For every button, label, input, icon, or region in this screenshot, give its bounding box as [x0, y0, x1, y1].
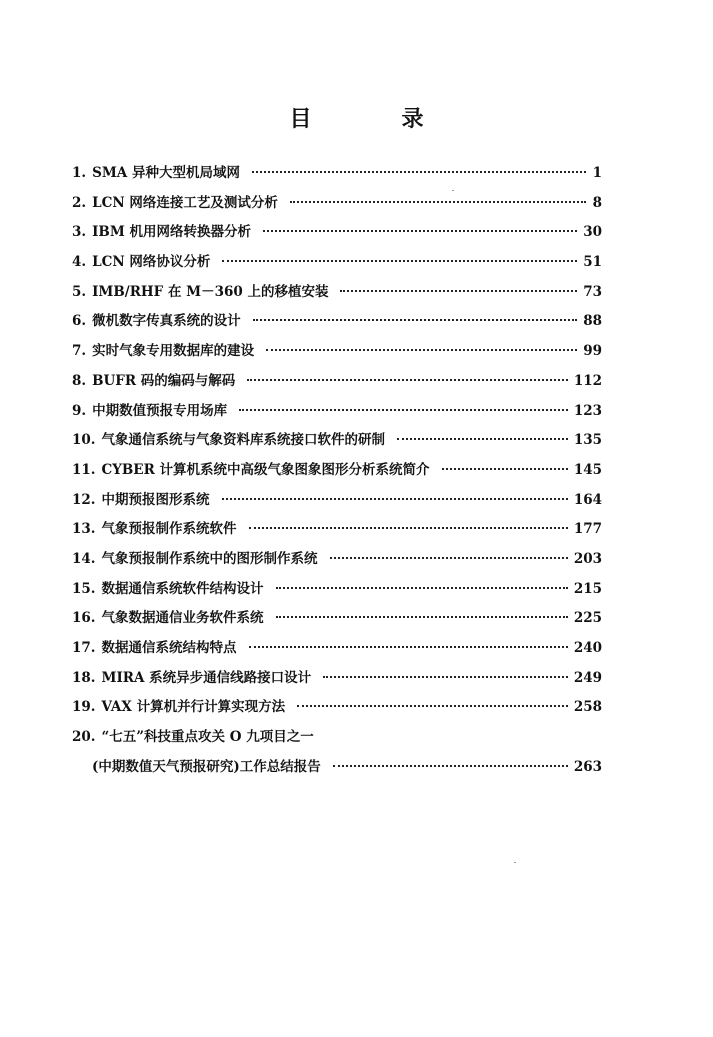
- toc-entry: [72, 636, 602, 666]
- toc-entry: [72, 458, 602, 488]
- entry-title: 气象数据通信业务软件系统: [101, 610, 264, 627]
- toc-entry: [72, 369, 602, 399]
- entry-page-number: 30: [583, 224, 602, 241]
- dot-leader: [222, 260, 577, 262]
- toc-entry: [72, 250, 602, 280]
- dot-leader: [333, 765, 568, 767]
- toc-entry: [72, 399, 602, 429]
- entry-number: 20.: [72, 729, 96, 746]
- entry-number: 11.: [72, 461, 96, 478]
- entry-title: 数据通信系统结构特点: [101, 640, 237, 656]
- scan-speck: [452, 190, 454, 191]
- entry-page-number: 88: [583, 313, 602, 330]
- entry-title: 数据通信系统软件结构设计: [101, 580, 264, 597]
- dot-leader: [247, 379, 568, 381]
- toc-entry: [72, 220, 602, 250]
- entry-title: LCN 网络协议分析: [92, 254, 211, 271]
- dot-leader: [276, 616, 568, 618]
- toc-entry: [72, 161, 602, 191]
- entry-number: 3.: [72, 224, 87, 241]
- dot-leader: [397, 438, 568, 440]
- entry-number: 18.: [72, 669, 96, 686]
- entry-title: CYBER 计算机系统中高级气象图象图形分析系统简介: [101, 461, 430, 478]
- entry-number: 2.: [72, 194, 87, 211]
- toc-entry: [72, 280, 602, 310]
- entry-number: 13.: [72, 521, 96, 538]
- entry-page-number: 51: [583, 254, 602, 271]
- entry-number: 19.: [72, 699, 96, 716]
- entry-title: VAX 计算机并行计算实现方法: [101, 699, 286, 716]
- toc-entry: [72, 695, 602, 725]
- dot-leader: [290, 201, 586, 203]
- toc-entry: [72, 428, 602, 458]
- entry-number: 16.: [72, 610, 96, 627]
- entry-page-number: 215: [573, 580, 602, 597]
- toc-entry: [72, 577, 602, 607]
- entry-title: 气象预报制作系统软件: [101, 521, 237, 538]
- entry-page-number: 249: [573, 669, 602, 686]
- entry-page-number: 112: [573, 372, 602, 389]
- dot-leader: [442, 468, 568, 470]
- dot-leader: [330, 557, 568, 559]
- entry-number: 5.: [72, 283, 87, 300]
- entry-title: LCN 网络连接工艺及测试分析: [92, 194, 278, 211]
- toc-entry: [72, 191, 602, 221]
- page-title: 目 录: [289, 107, 458, 132]
- entry-number: 8.: [72, 372, 87, 389]
- entry-page-number: 258: [573, 699, 602, 716]
- entry-title: IMB/RHF 在 M－360 上的移植安装: [92, 283, 329, 300]
- entry-title: 微机数字传真系统的设计: [92, 313, 241, 330]
- toc-entry: [72, 309, 602, 339]
- entry-page-number: 164: [573, 491, 602, 508]
- entry-page-number: 1: [592, 165, 602, 181]
- entry-title: 中期数值预报专用场库: [92, 402, 228, 419]
- toc-entry: [72, 547, 602, 577]
- entry-page-number: 135: [573, 432, 602, 449]
- dot-leader: [266, 349, 577, 351]
- entry-title: 气象预报制作系统中的图形制作系统: [101, 550, 318, 567]
- entry-number: 15.: [72, 580, 96, 597]
- dot-leader: [253, 319, 578, 321]
- entry-title: IBM 机用网络转换器分析: [92, 224, 251, 241]
- entry-page-number: 263: [573, 758, 602, 775]
- entry-page-number: 123: [573, 402, 602, 419]
- entry-number: 7.: [72, 343, 87, 360]
- dot-leader: [297, 705, 568, 707]
- entry-page-number: 240: [573, 640, 602, 656]
- entry-page-number: 145: [573, 461, 602, 478]
- entry-title: 气象通信系统与气象资料库系统接口软件的研制: [101, 432, 385, 449]
- entry-title: (中期数值天气预报研究)工作总结报告: [92, 758, 321, 775]
- toc-entry: [72, 517, 602, 547]
- toc-entry-continuation: [72, 755, 602, 785]
- dot-leader: [249, 527, 568, 529]
- dot-leader: [252, 171, 586, 173]
- dot-leader: [276, 587, 568, 589]
- dot-leader: [249, 646, 568, 648]
- entry-page-number: 177: [573, 521, 602, 538]
- entry-title: 中期预报图形系统: [101, 491, 210, 508]
- dot-leader: [222, 498, 568, 500]
- entry-number: 9.: [72, 402, 87, 419]
- toc-entry: [72, 725, 602, 755]
- toc-entry: [72, 606, 602, 636]
- entry-page-number: 73: [583, 283, 602, 300]
- dot-leader: [239, 409, 568, 411]
- dot-leader: [263, 230, 577, 232]
- entry-number: 6.: [72, 313, 87, 330]
- entry-number: 4.: [72, 254, 87, 271]
- entry-title: 实时气象专用数据库的建设: [92, 343, 255, 360]
- entry-number: 12.: [72, 491, 96, 508]
- scan-speck: [514, 862, 516, 863]
- entry-page-number: 99: [583, 343, 602, 360]
- toc-entry: [72, 339, 602, 369]
- entry-title: BUFR 码的编码与解码: [92, 372, 236, 389]
- entry-number: 17.: [72, 640, 96, 656]
- table-of-contents: [72, 161, 602, 784]
- dot-leader: [340, 290, 577, 292]
- entry-title: MIRA 系统异步通信线路接口设计: [101, 669, 312, 686]
- toc-entry: [72, 666, 602, 696]
- entry-number: 1.: [72, 165, 87, 181]
- entry-page-number: 225: [573, 610, 602, 627]
- entry-title: SMA 异种大型机局域网: [92, 165, 240, 181]
- entry-title: “七五”科技重点攻关 O 九项目之一: [101, 729, 314, 746]
- entry-page-number: 8: [592, 194, 602, 211]
- dot-leader: [323, 676, 568, 678]
- entry-number: 10.: [72, 432, 96, 449]
- toc-entry: [72, 488, 602, 518]
- entry-page-number: 203: [573, 550, 602, 567]
- entry-number: 14.: [72, 550, 96, 567]
